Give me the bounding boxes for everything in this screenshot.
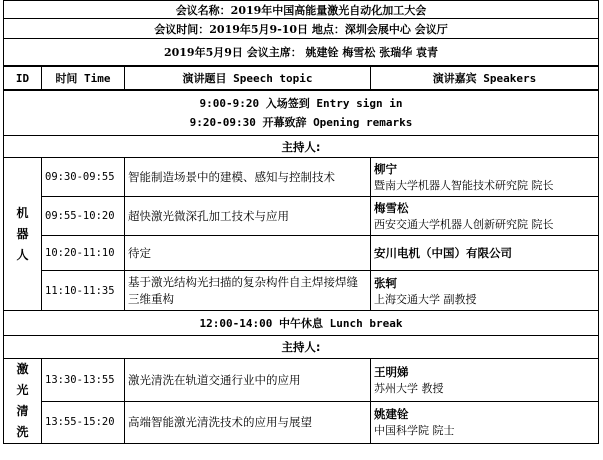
col-topic: 演讲题目 Speech topic (125, 66, 371, 90)
row-time: 10:20-11:10 (42, 236, 125, 271)
session2-label-char: 清 (16, 404, 29, 418)
row-time: 13:30-13:55 (42, 359, 125, 402)
speaker-affiliation: 上海交通大学 副教授 (374, 292, 477, 306)
speaker-affiliation: 暨南大学机器人智能技术研究院 院长 (374, 179, 554, 192)
table-row (4, 401, 599, 444)
speaker-name: 安川电机（中国）有限公司 (374, 246, 512, 260)
entry-sign-in: 9:00-9:20 入场签到 Entry sign in (199, 97, 403, 110)
opening-remarks: 9:20-09:30 开幕致辞 Opening remarks (189, 116, 413, 129)
session1-label (4, 158, 42, 311)
session2-host: 主持人: (4, 336, 599, 359)
session2-label-char: 洗 (16, 425, 29, 439)
speaker-affiliation: 中国科学院 院士 (374, 424, 455, 438)
conference-title: 会议名称：2019年中国高能量激光自动化加工大会 (4, 1, 599, 19)
session2-label (4, 359, 42, 444)
row-speaker (371, 401, 599, 444)
session2-label-char: 光 (16, 383, 29, 397)
table-row (4, 236, 599, 271)
row-time: 11:10-11:35 (42, 271, 125, 311)
row-topic: 智能制造场景中的建模、感知与控制技术 (125, 158, 371, 197)
agenda-table (3, 0, 599, 444)
speaker-name: 王明娣 (374, 364, 409, 379)
speaker-affiliation: 西安交通大学机器人创新研究院 院长 (374, 218, 554, 231)
lunch-row (4, 311, 599, 336)
table-row (4, 359, 599, 402)
row-speaker (371, 271, 599, 311)
table-row (4, 197, 599, 236)
date-chairs-row (4, 39, 599, 67)
row-time: 09:30-09:55 (42, 158, 125, 197)
table-row (4, 271, 599, 311)
speaker-name: 张轲 (374, 275, 397, 290)
speaker-name: 姚建铨 (374, 407, 409, 422)
row-speaker (371, 359, 599, 402)
date-chairs: 2019年5月9日 会议主席： 姚建铨 梅雪松 张瑞华 袁青 (4, 39, 599, 67)
time-place: 会议时间：2019年5月9-10日 地点：深圳会展中心 会议厅 (4, 19, 599, 39)
speaker-name: 梅雪松 (374, 201, 409, 215)
session2-host-row (4, 336, 599, 359)
row-time: 09:55-10:20 (42, 197, 125, 236)
column-header-row (4, 66, 599, 90)
row-time: 13:55-15:20 (42, 401, 125, 444)
speaker-name: 柳宁 (374, 162, 397, 176)
conference-title-row (4, 1, 599, 19)
opening-cell (4, 90, 599, 136)
row-topic: 超快激光微深孔加工技术与应用 (125, 197, 371, 236)
row-topic: 基于激光结构光扫描的复杂构件自主焊接焊缝三维重构 (125, 271, 371, 311)
table-row (4, 158, 599, 197)
session1-host: 主持人: (4, 136, 599, 158)
session1-host-row (4, 136, 599, 158)
row-topic: 激光清洗在轨道交通行业中的应用 (125, 359, 371, 402)
time-place-row (4, 19, 599, 39)
col-id: ID (4, 66, 42, 90)
row-speaker (371, 236, 599, 271)
lunch-break: 12:00-14:00 中午休息 Lunch break (4, 311, 599, 336)
row-speaker (371, 197, 599, 236)
opening-row (4, 90, 599, 136)
col-speakers: 演讲嘉宾 Speakers (371, 66, 599, 90)
session1-label-char: 机 (16, 205, 29, 220)
row-speaker (371, 158, 599, 197)
session2-label-char: 激 (16, 362, 29, 376)
row-topic: 高端智能激光清洗技术的应用与展望 (125, 401, 371, 444)
col-time: 时间 Time (42, 66, 125, 90)
speaker-affiliation: 苏州大学 教授 (374, 381, 444, 395)
session1-label-char: 人 (16, 247, 29, 262)
session1-label-char: 器 (16, 226, 29, 241)
row-topic: 待定 (125, 236, 371, 271)
